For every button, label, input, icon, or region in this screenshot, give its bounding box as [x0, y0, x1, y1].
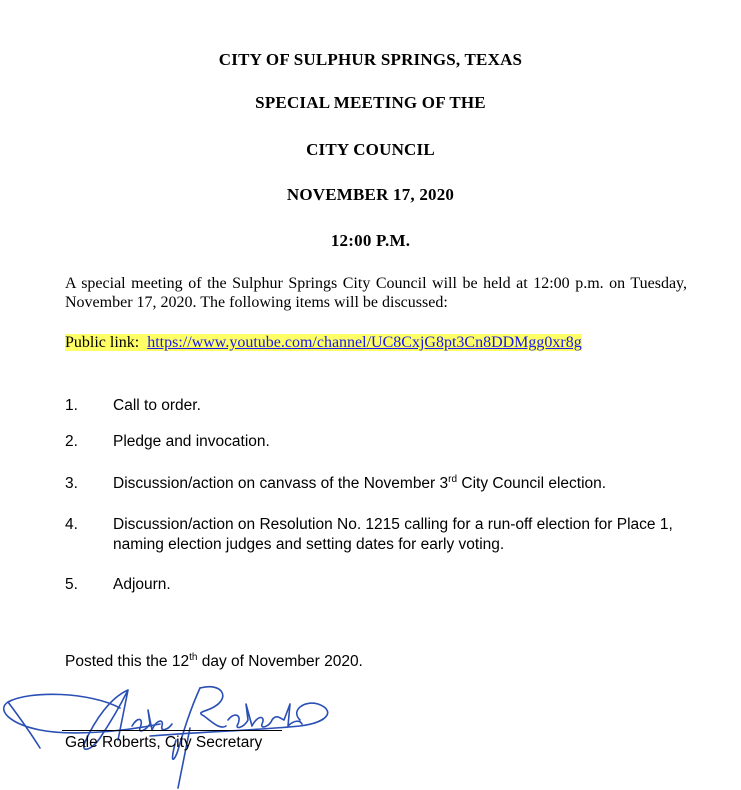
youtube-channel-link[interactable]: https://www.youtube.com/channel/UC8CxjG8pt3Cn8DDMgg0xr8g — [147, 334, 582, 351]
ordinal-suffix: rd — [448, 474, 458, 485]
signature-line — [62, 730, 282, 731]
council-title: CITY COUNCIL — [306, 140, 435, 159]
intro-paragraph: A special meeting of the Sulphur Springs City Council will be held at 12:00 p.m. on Tuesday, November 17, 2020. The following items will be discussed: — [65, 275, 687, 311]
posted-text-part: Posted this the 12 — [65, 653, 190, 670]
signatory-name: Gale Roberts, City Secretary — [65, 734, 263, 751]
agenda-text: Call to order. — [113, 397, 201, 414]
agenda-text: Discussion/action on Resolution No. 1215 calling for a run-off election for Place 1, naming election judges and setting dates for early voting. — [113, 516, 673, 553]
meeting-title: SPECIAL MEETING OF THE — [255, 93, 486, 112]
agenda-text: Pledge and invocation. — [113, 433, 270, 450]
ordinal-suffix: th — [189, 652, 198, 663]
agenda-number: 3. — [65, 475, 78, 492]
agenda-text-part: City Council election. — [457, 475, 607, 492]
posted-text-part: day of November 2020. — [197, 653, 363, 670]
city-title: CITY OF SULPHUR SPRINGS, TEXAS — [218, 50, 523, 69]
meeting-time: 12:00 P.M. — [330, 231, 411, 250]
agenda-number: 4. — [65, 516, 78, 533]
agenda-text-part: Discussion/action on canvass of the November 3 — [113, 475, 449, 492]
agenda-text: Adjourn. — [113, 576, 171, 593]
agenda-number: 2. — [65, 433, 78, 450]
agenda-text — [113, 474, 685, 494]
posted-date-line — [65, 652, 363, 672]
agenda-number: 5. — [65, 576, 78, 593]
meeting-date: NOVEMBER 17, 2020 — [286, 185, 455, 204]
public-link-label: Public link: — [65, 334, 140, 351]
public-link-highlight — [65, 334, 582, 351]
public-link-line — [65, 333, 582, 352]
agenda-number: 1. — [65, 397, 78, 414]
